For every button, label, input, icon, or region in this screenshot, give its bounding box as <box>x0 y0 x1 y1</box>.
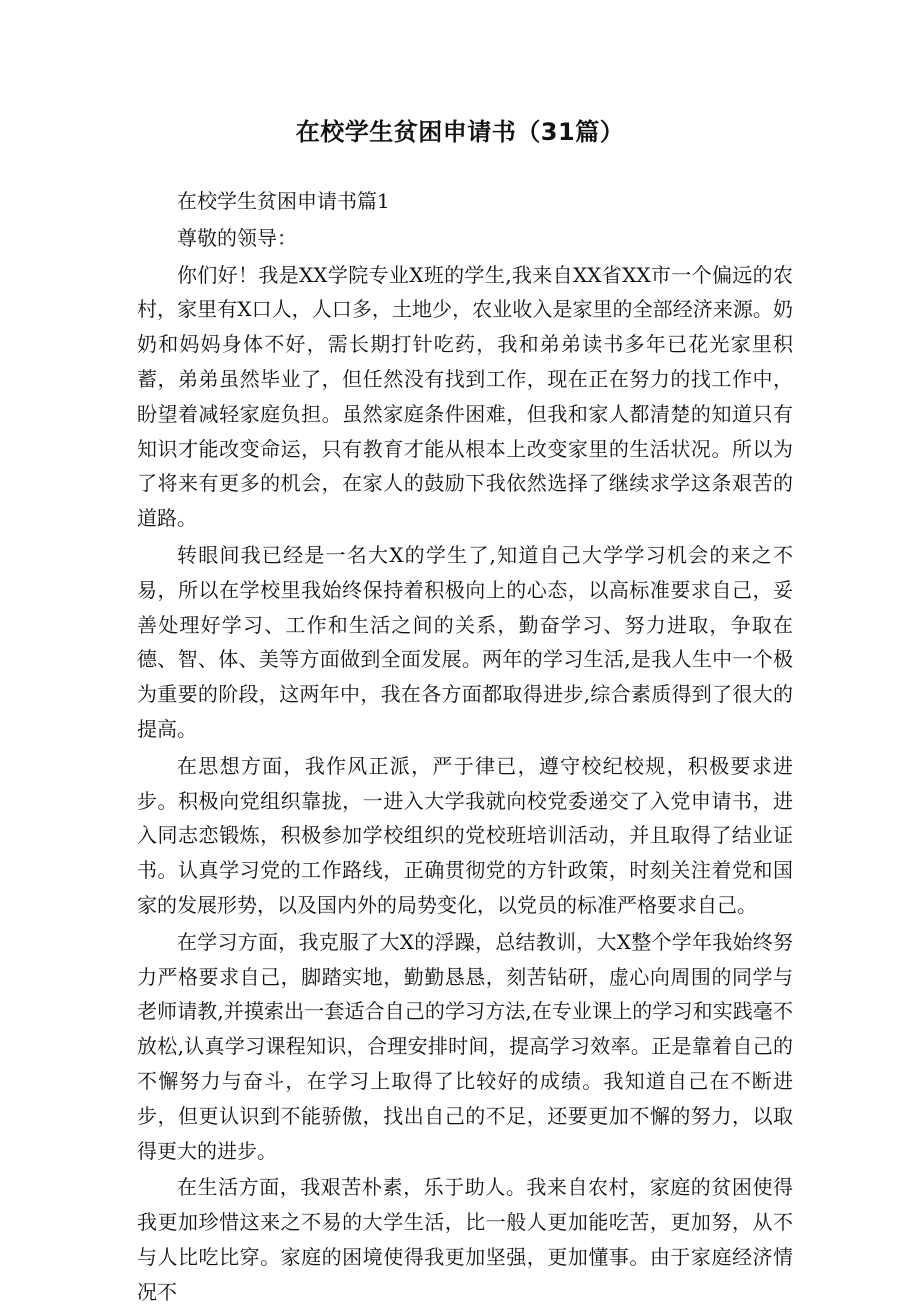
paragraph: 在生活方面，我艰苦朴素，乐于助人。我来自农村，家庭的贫困使得我更加珍惜这来之不易的大学生活，比一般人更加能吃苦，更加努，从不与人比吃比穿。家庭的困境使得我更加坚强，更加懂事。由于家庭经济情况不 <box>137 1175 793 1304</box>
paragraph: 转眼间我已经是一名大X的学生了,知道自己大学学习机会的来之不易，所以在学校里我始终保持着积极向上的心态，以高标准要求自己，妥善处理好学习、工作和生活之间的关系，勤奋学习、努力进取，争取在德、智、体、美等方面做到全面发展。两年的学习生活,是我人生中一个极为重要的阶段，这两年中，我在各方面都取得进步,综合素质得到了很大的提高。 <box>137 542 793 741</box>
document-body <box>137 184 793 1312</box>
section-heading: 在校学生贫困申请书篇1 <box>177 189 390 213</box>
paragraph: 你们好！我是XX学院专业X班的学生,我来自XX省XX市一个偏远的农村，家里有X口人，人口多，土地少，农业收入是家里的全部经济来源。奶奶和妈妈身体不好，需长期打针吃药，我和弟弟读书多年已花光家里积蓄，弟弟虽然毕业了，但任然没有找到工作，现在正在努力的找工作中，盼望着减轻家庭负担。虽然家庭条件困难，但我和家人都清楚的知道只有知识才能改变命运，只有教育才能从根本上改变家里的生活状况。所以为了将来有更多的机会，在家人的鼓励下我依然选择了继续求学这条艰苦的道路。 <box>137 262 793 531</box>
paragraph: 在学习方面，我克服了大X的浮躁，总结教训，大X整个学年我始终努力严格要求自己，脚踏实地，勤勤恳恳，刻苦钻研，虚心向周围的同学与老师请教,并摸索出一套适合自己的学习方法,在专业课上的学习和实践毫不放松,认真学习课程知识，合理安排时间，提高学习效率。正是靠着自己的不懈努力与奋斗，在学习上取得了比较好的成绩。我知道自己在不断进步，但更认识到不能骄傲，找出自己的不足，还要更加不懈的努力，以取得更大的进步。 <box>137 929 793 1163</box>
document-title: 在校学生贫困申请书（31篇） <box>295 118 625 146</box>
salutation: 尊敬的领导： <box>177 225 297 250</box>
paragraph: 在思想方面，我作风正派，严于律已，遵守校纪校规，积极要求进步。积极向党组织靠拢，一进入大学我就向校党委递交了入党申请书，进入同志恋锻炼，积极参加学校组织的党校班培训活动，并且取得了结业证书。认真学习党的工作路线，正确贯彻党的方针政策，时刻关注着党和国家的发展形势，以及国内外的局势变化，以党员的标准严格要求自己。 <box>137 753 793 917</box>
